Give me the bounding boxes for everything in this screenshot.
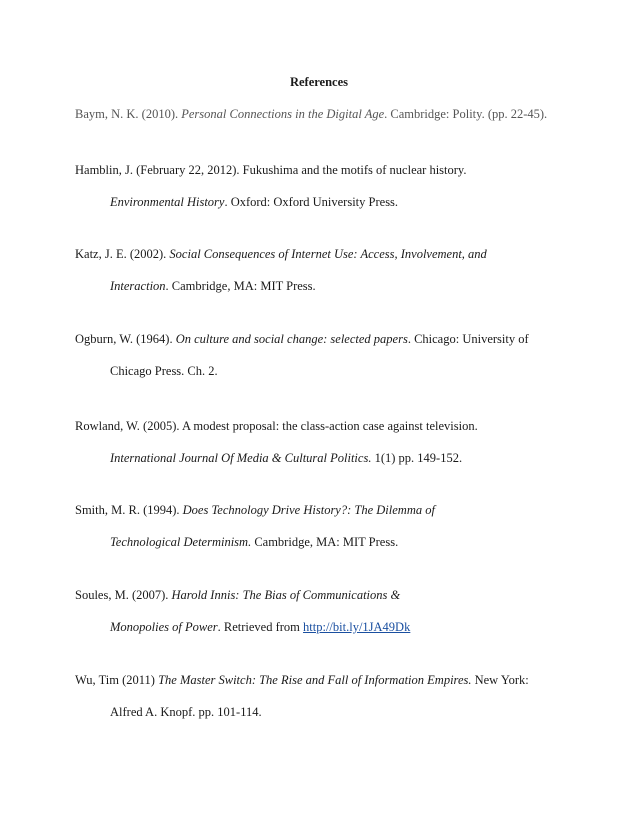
reference-publisher-cont: Chicago Press. Ch. 2. xyxy=(110,364,218,378)
reference-entry-hamblin xyxy=(75,162,595,210)
reference-publisher: . Oxford: Oxford University Press. xyxy=(224,195,399,209)
reference-journal: Environmental History xyxy=(110,195,225,209)
reference-entry-katz xyxy=(75,246,595,294)
reference-title-cont: Technological Determinism. xyxy=(110,535,252,549)
reference-publisher: . Chicago: University of xyxy=(407,332,529,346)
reference-title: Social Consequences of Internet Use: Access, Involvement, and xyxy=(169,247,487,261)
reference-title-cont: Monopolies of Power xyxy=(110,620,218,634)
reference-line-1 xyxy=(75,246,595,262)
reference-line-2 xyxy=(75,704,595,720)
reference-line-2 xyxy=(75,619,595,635)
reference-title: The Master Switch: The Rise and Fall of Information Empires. xyxy=(158,673,472,687)
reference-entry-soules xyxy=(75,587,595,635)
reference-line-2 xyxy=(75,363,595,379)
reference-title: Personal Connections in the Digital Age xyxy=(181,107,385,121)
reference-author-date: Baym, N. K. (2010). xyxy=(75,107,182,121)
reference-publisher: . Cambridge: Polity. (pp. 22-45). xyxy=(384,107,548,121)
reference-author-date: Soules, M. (2007). xyxy=(75,588,172,602)
reference-author-date: Wu, Tim (2011) xyxy=(75,673,159,687)
reference-title: Harold Innis: The Bias of Communications & xyxy=(171,588,401,602)
reference-publisher: New York: xyxy=(471,673,529,687)
reference-pages: 1(1) pp. 149-152. xyxy=(371,451,463,465)
reference-line-1 xyxy=(75,587,595,603)
reference-publisher: Cambridge, MA: MIT Press. xyxy=(251,535,399,549)
reference-line-1 xyxy=(75,162,595,178)
reference-entry-baym xyxy=(75,106,595,122)
reference-author-title: Rowland, W. (2005). A modest proposal: the class-action case against television. xyxy=(75,419,478,433)
reference-journal: International Journal Of Media & Cultural Politics. xyxy=(110,451,372,465)
reference-line-2 xyxy=(75,194,595,210)
reference-title: On culture and social change: selected papers xyxy=(175,332,408,346)
reference-publisher: . Cambridge, MA: MIT Press. xyxy=(165,279,316,293)
reference-line-2 xyxy=(75,278,595,294)
reference-entry-rowland xyxy=(75,418,595,466)
reference-line-1 xyxy=(75,106,595,122)
reference-line-2 xyxy=(75,534,595,550)
reference-title-cont: Interaction xyxy=(110,279,166,293)
reference-author-date: Smith, M. R. (1994). xyxy=(75,503,183,517)
page-title: References xyxy=(289,75,349,89)
reference-author-title: Hamblin, J. (February 22, 2012). Fukushima and the motifs of nuclear history. xyxy=(75,163,467,177)
reference-entry-wu xyxy=(75,672,595,720)
reference-line-2 xyxy=(75,450,595,466)
reference-retrieved: . Retrieved from xyxy=(217,620,304,634)
reference-title: Does Technology Drive History?: The Dilemma of xyxy=(182,503,435,517)
reference-line-1 xyxy=(75,418,595,434)
reference-entry-smith xyxy=(75,502,595,550)
reference-author-date: Katz, J. E. (2002). xyxy=(75,247,170,261)
reference-publisher-cont: Alfred A. Knopf. pp. 101-114. xyxy=(110,705,262,719)
reference-author-date: Ogburn, W. (1964). xyxy=(75,332,176,346)
reference-entry-ogburn xyxy=(75,331,595,379)
reference-line-1 xyxy=(75,502,595,518)
reference-url-link[interactable]: http://bit.ly/1JA49Dk xyxy=(303,620,411,634)
reference-line-1 xyxy=(75,331,595,347)
reference-line-1 xyxy=(75,672,595,688)
